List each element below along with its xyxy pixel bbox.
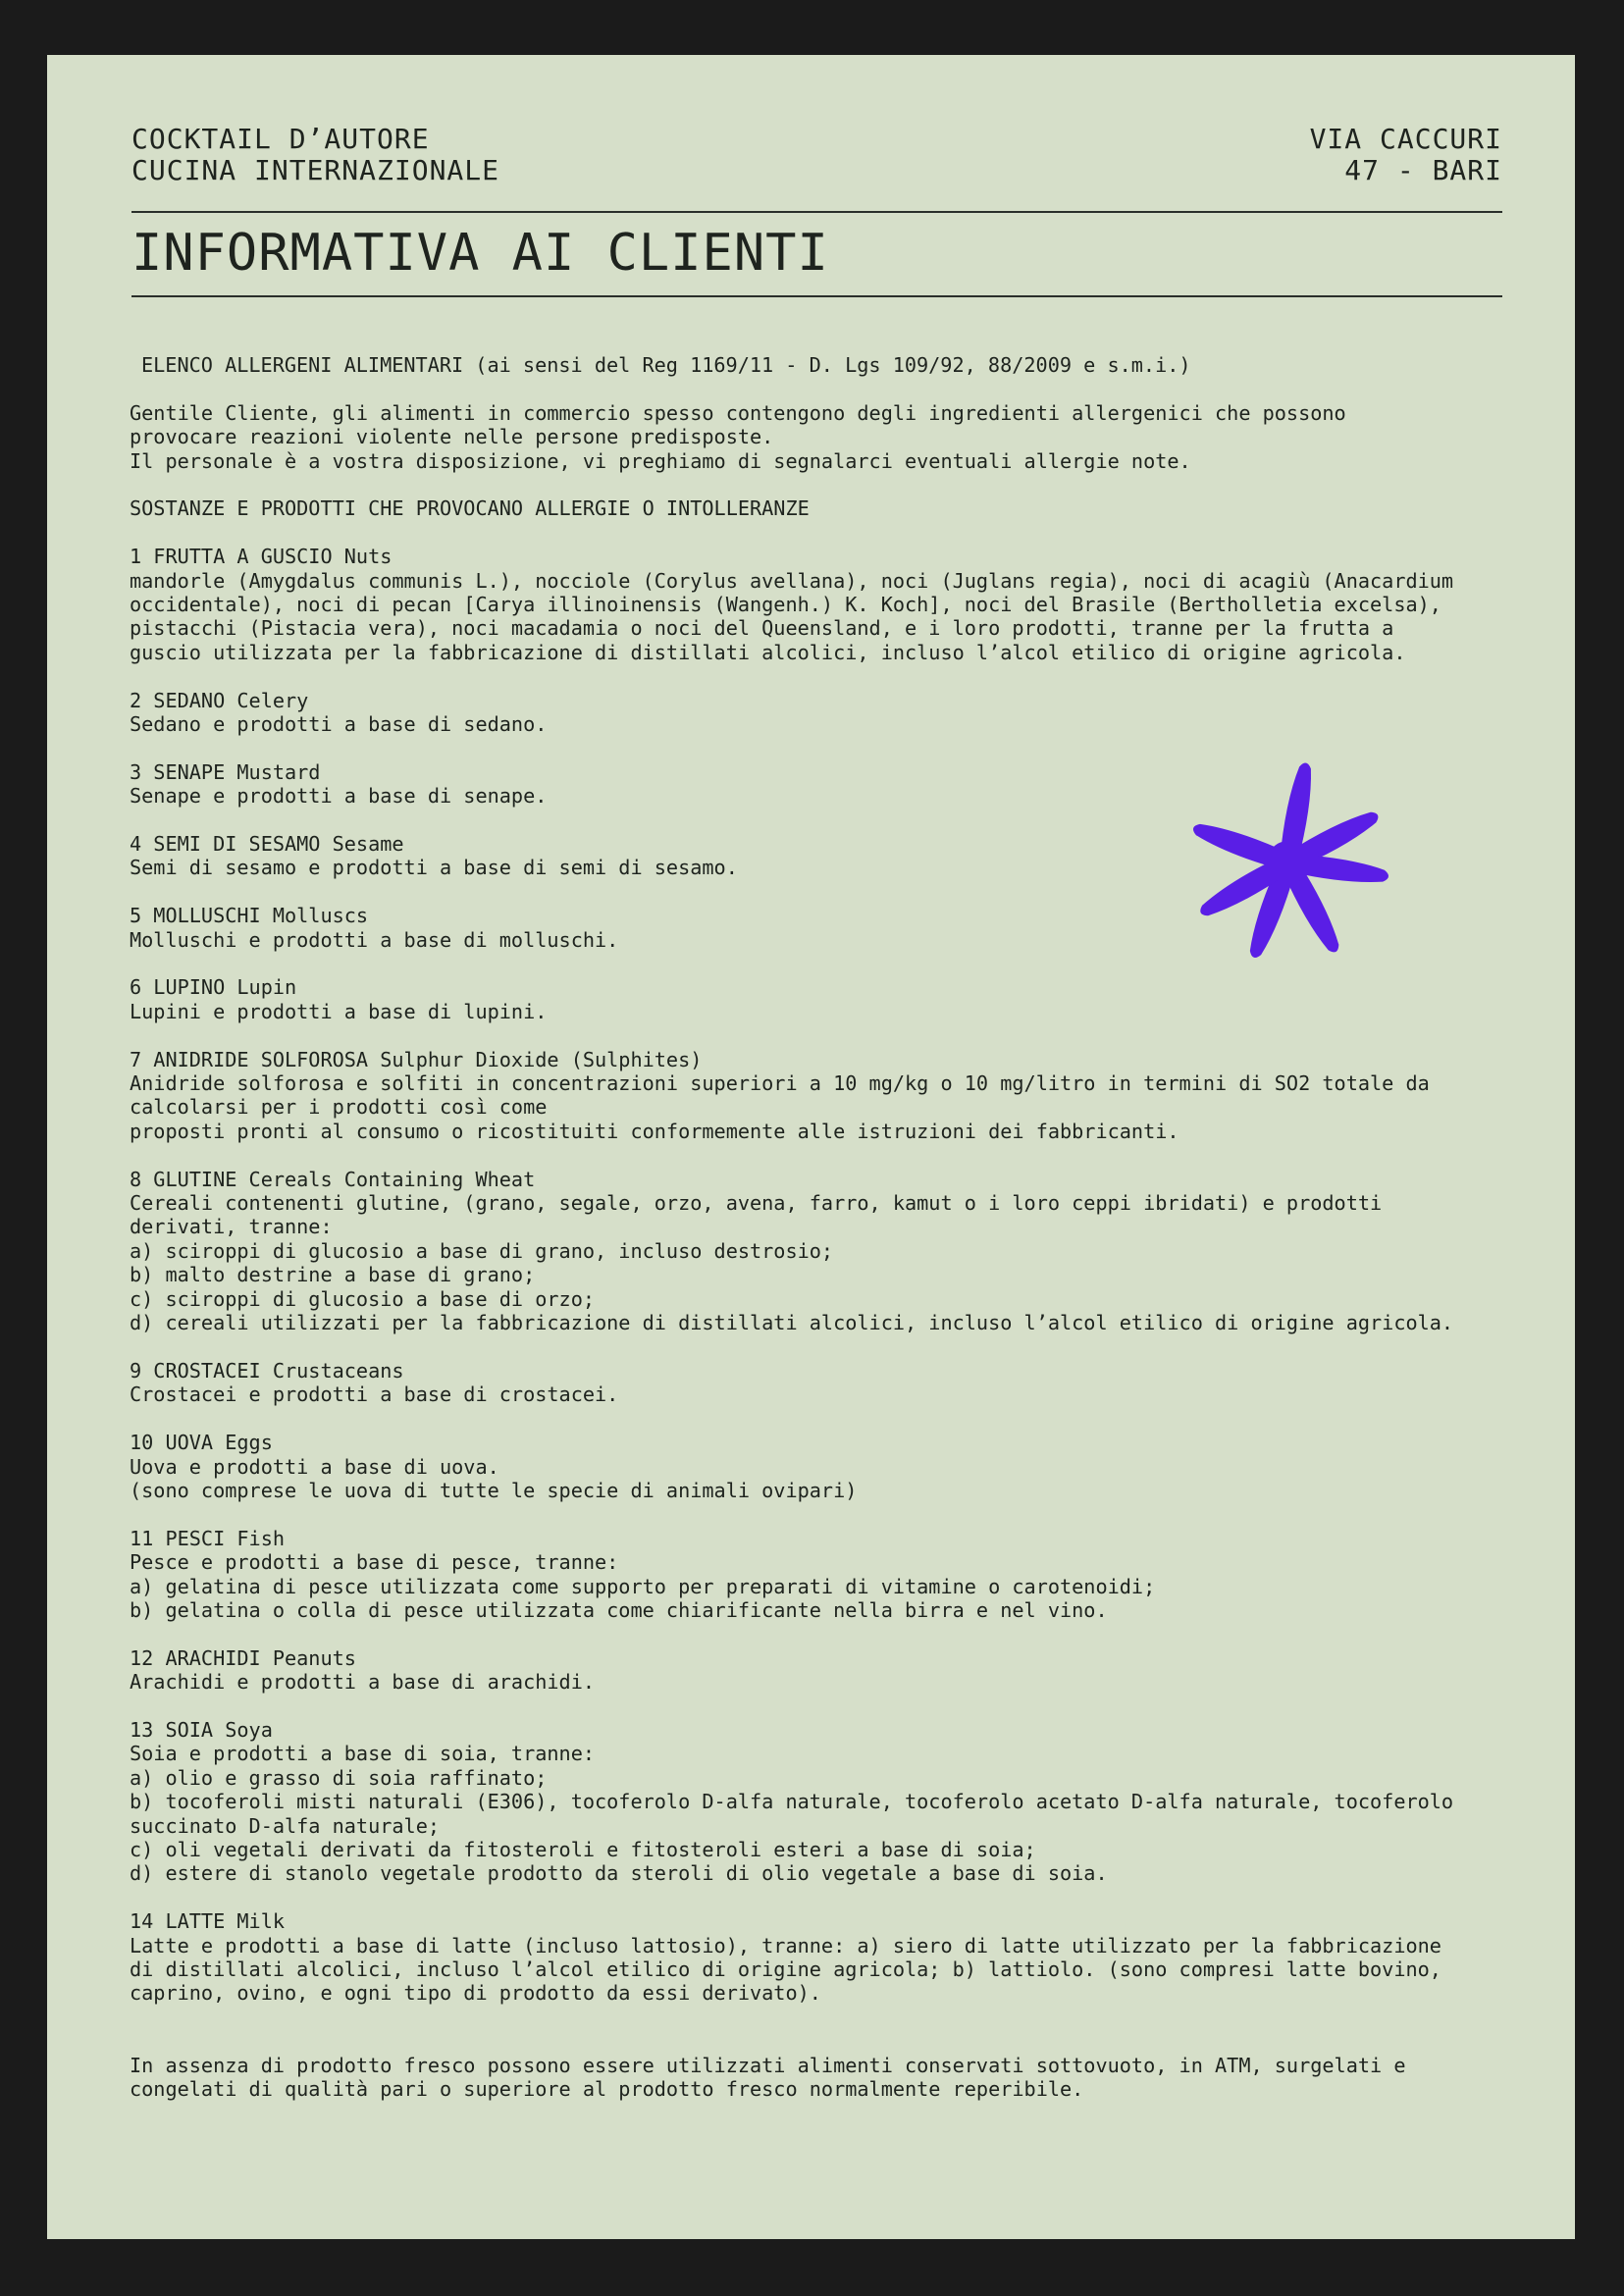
allergen-item [130, 1431, 1523, 1502]
tagline-line-1: COCKTAIL D’AUTORE [131, 123, 430, 155]
restaurant-tagline [131, 124, 499, 186]
regulation-heading: ELENCO ALLERGENI ALIMENTARI (ai sensi del Reg 1169/11 - D. Lgs 109/92, 88/2009 e s.m.i.) [141, 353, 1191, 377]
allergen-title: 6 LUPINO Lupin [130, 975, 297, 1000]
intro-text: Gentile Cliente, gli alimenti in commercio spesso contengono degli ingredienti allergenici che possono provocare reazioni violente nelle persone predisposte. Il personale è a vostra disposizione, vi preghiamo di segnalarci eventuali allergie note. [130, 400, 1346, 473]
allergen-item [130, 1359, 1523, 1407]
allergen-title: 7 ANIDRIDE SOLFOROSA Sulphur Dioxide (Sulphites) [130, 1047, 703, 1071]
address-city: 47 - BARI [1344, 154, 1502, 186]
allergen-item [130, 1646, 1523, 1695]
allergen-title: 13 SOIA Soya [130, 1717, 273, 1742]
allergen-notice [130, 353, 1523, 2125]
allergen-title: 10 UOVA Eggs [130, 1431, 273, 1455]
allergen-item [130, 545, 1523, 664]
allergen-description: Latte e prodotti a base di latte (incluso lattosio), tranne: a) siero di latte utilizzato per la fabbricazione di distillati alcolici, incluso l’alcol etilico di origine agricola; b) lattiolo. (sono compresi latte bovino, caprino, ovino, e ogni tipo di prodotto da essi derivato). [130, 1933, 1441, 2006]
allergen-description: Cereali contenenti glutine, (grano, segale, orzo, avena, farro, kamut o i loro ceppi ibridati) e prodotti derivati, tranne: a) sciroppi di glucosio a base di grano, incluso destrosio; b) malto destrine a base di grano; c) sciroppi di glucosio a base di orzo; d) cereali utilizzati per la fabbricazione di distillati alcolici, incluso l’alcol etilico di origine agricola. [130, 1191, 1454, 1335]
allergen-title: 1 FRUTTA A GUSCIO Nuts [130, 545, 393, 569]
menu-page [47, 55, 1575, 2239]
allergen-title: 11 PESCI Fish [130, 1526, 286, 1550]
allergen-title: 12 ARACHIDI Peanuts [130, 1645, 356, 1670]
allergen-description: Crostacei e prodotti a base di crostacei. [130, 1383, 619, 1407]
restaurant-address [1310, 124, 1502, 186]
title-divider-bottom [131, 295, 1502, 297]
allergen-description: Anidride solforosa e solfiti in concentrazioni superiori a 10 mg/kg o 10 mg/litro in termini di SO2 totale da calcolarsi per i prodotti così come proposti pronti al consumo o ricostituiti conformemente alle istruzioni dei fabbricanti. [130, 1071, 1430, 1143]
allergen-description: Pesce e prodotti a base di pesce, tranne: a) gelatina di pesce utilizzata come supporto per preparati di vitamine o carotenoidi; b) gelatina o colla di pesce utilizzata come chiarificante nella birra e nel vino. [130, 1550, 1156, 1622]
section-heading: SOSTANZE E PRODOTTI CHE PROVOCANO ALLERGIE O INTOLLERANZE [130, 496, 810, 521]
allergen-description: Sedano e prodotti a base di sedano. [130, 712, 548, 737]
allergen-description: Soia e prodotti a base di soia, tranne: a) olio e grasso di soia raffinato; b) tocoferoli misti naturali (E306), tocoferolo D-alfa naturale, tocoferolo acetato D-alfa naturale, tocoferolo succinato D-alfa naturale; c) oli vegetali derivati da fitosteroli e fitosteroli esteri a base di soia; d) estere di stanolo vegetale prodotto da steroli di olio vegetale a base di soia. [130, 1742, 1454, 1886]
allergen-description: Senape e prodotti a base di senape. [130, 784, 548, 809]
allergen-item [130, 689, 1523, 737]
allergen-title: 5 MOLLUSCHI Molluscs [130, 904, 369, 928]
allergen-description: Semi di sesamo e prodotti a base di semi di sesamo. [130, 856, 738, 880]
allergen-description: mandorle (Amygdalus communis L.), nocciole (Corylus avellana), noci (Juglans regia), noci di acagiù (Anacardium occidentale), noci di pecan [Carya illinoinensis (Wangenh.) K. Koch], noci del Brasile (Bertholletia excelsa), pistacchi (Pistacia vera), noci macadamia o noci del Queensland, e i loro prodotti, tranne per la frutta a guscio utilizzata per la fabbricazione di distillati alcolici, incluso l’alcol etilico di origine agricola. [130, 568, 1454, 664]
allergen-description: Molluschi e prodotti a base di molluschi. [130, 927, 619, 952]
allergen-item [130, 1718, 1523, 1886]
allergen-title: 8 GLUTINE Cereals Containing Wheat [130, 1167, 536, 1191]
allergen-description: Uova e prodotti a base di uova. (sono comprese le uova di tutte le specie di animali ovipari) [130, 1454, 858, 1502]
allergen-item [130, 975, 1523, 1023]
address-street: VIA CACCURI [1309, 123, 1502, 155]
allergen-title: 14 LATTE Milk [130, 1909, 286, 1934]
allergen-title: 4 SEMI DI SESAMO Sesame [130, 832, 404, 857]
page-title: INFORMATIVA AI CLIENTI [131, 224, 829, 283]
allergen-description: Arachidi e prodotti a base di arachidi. [130, 1670, 596, 1695]
asterisk-star-icon [1176, 750, 1401, 975]
allergen-title: 2 SEDANO Celery [130, 688, 309, 712]
allergen-title: 3 SENAPE Mustard [130, 759, 321, 784]
title-divider-top [131, 211, 1502, 213]
allergen-item [130, 1168, 1523, 1335]
tagline-line-2: CUCINA INTERNAZIONALE [131, 154, 500, 186]
allergen-title: 9 CROSTACEI Crustaceans [130, 1358, 404, 1383]
allergen-item [130, 1527, 1523, 1623]
allergen-description: Lupini e prodotti a base di lupini. [130, 999, 548, 1023]
allergen-item [130, 1048, 1523, 1144]
footer-note: In assenza di prodotto fresco possono essere utilizzati alimenti conservati sottovuoto, in ATM, surgelati e congelati di qualità pari o superiore al prodotto fresco normalmente reperibile. [130, 2053, 1406, 2101]
allergen-item [130, 1909, 1523, 2006]
